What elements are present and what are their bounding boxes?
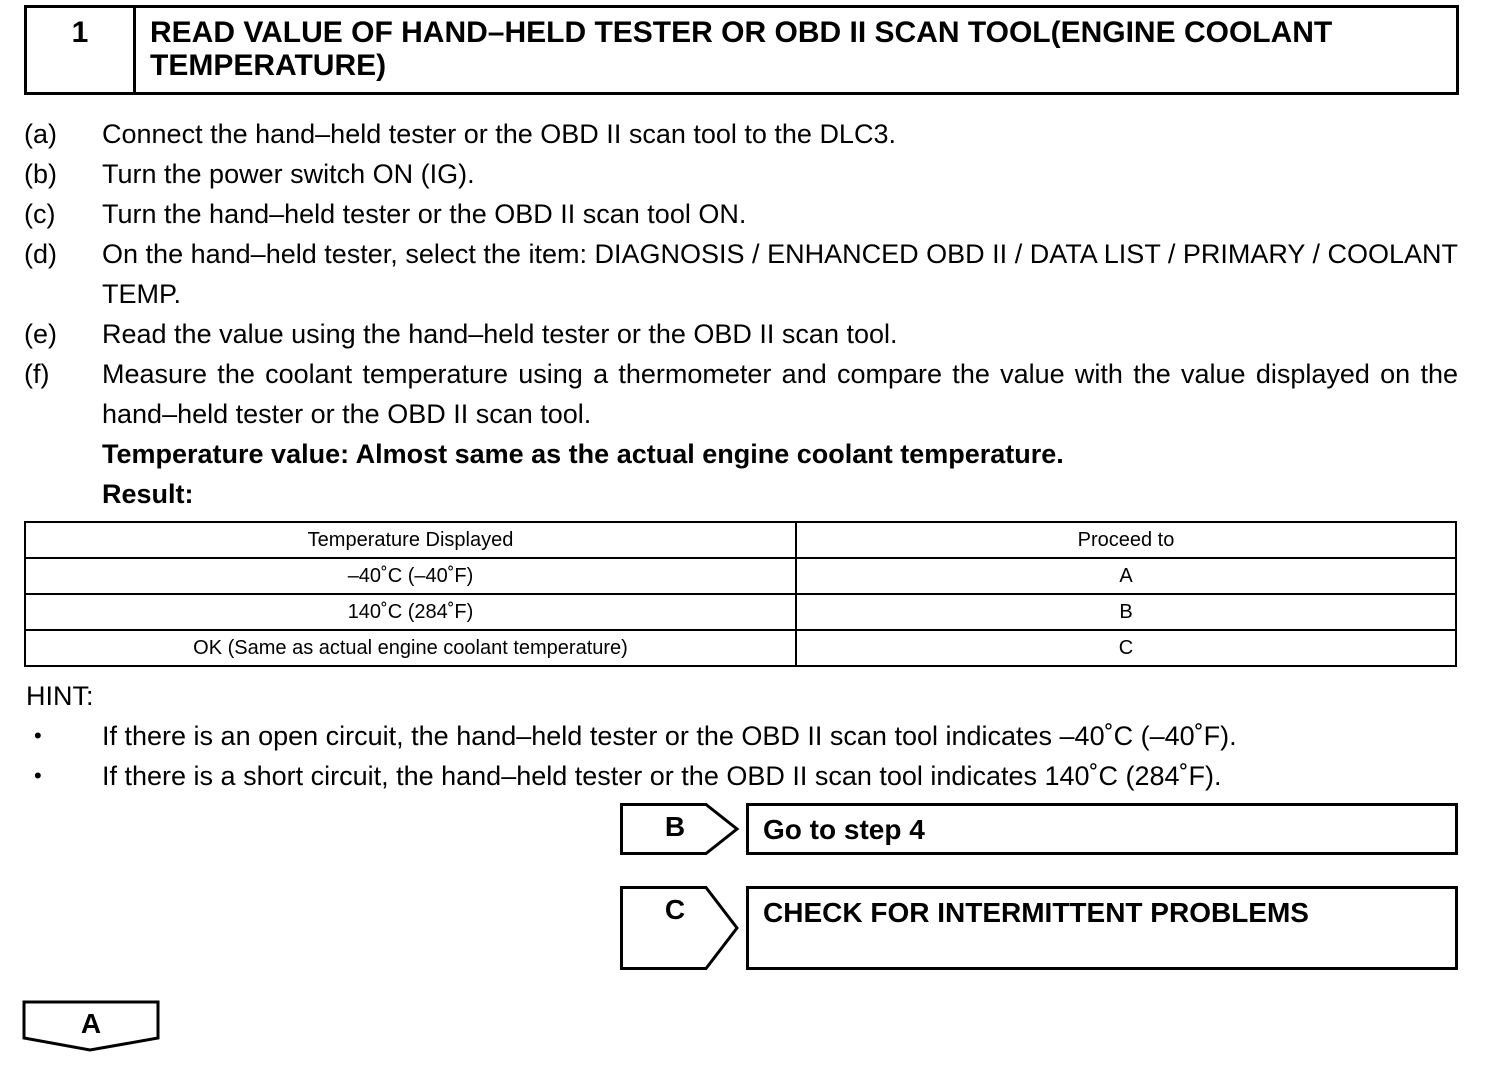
hint-item (24, 756, 1458, 796)
procedure-step (24, 314, 1458, 354)
table-cell: 140˚C (284˚F) (25, 594, 796, 630)
step-letter: (e) (24, 319, 57, 349)
hint-title: HINT: (26, 681, 94, 711)
column-header: Proceed to (796, 522, 1456, 558)
step-letter: (c) (24, 199, 56, 229)
step-title: READ VALUE OF HAND–HELD TESTER OR OBD II SCAN TOOL(ENGINE COOLANT TEMPERATURE) (150, 16, 1333, 82)
branch-b (620, 803, 1458, 855)
branch-action: Go to step 4 (746, 803, 1458, 855)
procedure-step (24, 354, 1458, 434)
table-row (25, 558, 1456, 594)
branch-c (620, 886, 1458, 970)
table-cell: C (796, 630, 1456, 666)
column-header: Temperature Displayed (25, 522, 796, 558)
step-letter: (f) (24, 359, 50, 389)
procedure-steps (24, 114, 1458, 514)
table-cell: OK (Same as actual engine coolant temperature) (25, 630, 796, 666)
continue-letter: A (80, 1008, 102, 1039)
result-table (24, 521, 1457, 667)
step-header (24, 5, 1459, 95)
procedure-step (24, 154, 1458, 194)
procedure-step (24, 234, 1458, 314)
table-row (25, 594, 1456, 630)
branch-letter: B (664, 811, 686, 842)
table-cell: A (796, 558, 1456, 594)
table-cell: B (796, 594, 1456, 630)
branch-letter: C (664, 894, 686, 925)
step-letter: (a) (24, 119, 57, 149)
step-text: Read the value using the hand–held tester or the OBD II scan tool. (102, 319, 898, 349)
hint-text: If there is an open circuit, the hand–held tester or the OBD II scan tool indicates –40˚C (–40˚F). (102, 721, 1237, 751)
table-header-row (25, 522, 1456, 558)
hint-list (24, 716, 1458, 796)
procedure-step (24, 194, 1458, 234)
bullet-icon: • (34, 763, 42, 788)
step-letter: (d) (24, 239, 57, 269)
table-cell: –40˚C (–40˚F) (25, 558, 796, 594)
continue-a (22, 1000, 162, 1052)
procedure-step (24, 114, 1458, 154)
spec-value: Temperature value: Almost same as the actual engine coolant temperature. (102, 439, 1064, 469)
step-number: 1 (27, 8, 136, 92)
result-label: Result: (102, 479, 194, 509)
table-row (25, 630, 1456, 666)
step-text: Turn the power switch ON (IG). (102, 159, 475, 189)
step-letter: (b) (24, 159, 57, 189)
hint-item (24, 716, 1458, 756)
bullet-icon: • (34, 723, 42, 748)
step-text: Turn the hand–held tester or the OBD II scan tool ON. (102, 199, 747, 229)
step-text: Connect the hand–held tester or the OBD II scan tool to the DLC3. (102, 119, 896, 149)
step-text: On the hand–held tester, select the item: DIAGNOSIS / ENHANCED OBD II / DATA LIST / PRIMARY / COOLANT TEMP. (102, 239, 1458, 309)
branch-action: CHECK FOR INTERMITTENT PROBLEMS (746, 886, 1458, 970)
step-text: Measure the coolant temperature using a thermometer and compare the value with the value displayed on the hand–held tester or the OBD II scan tool. (102, 359, 1458, 429)
hint-text: If there is a short circuit, the hand–held tester or the OBD II scan tool indicates 140˚C (284˚F). (102, 761, 1222, 791)
